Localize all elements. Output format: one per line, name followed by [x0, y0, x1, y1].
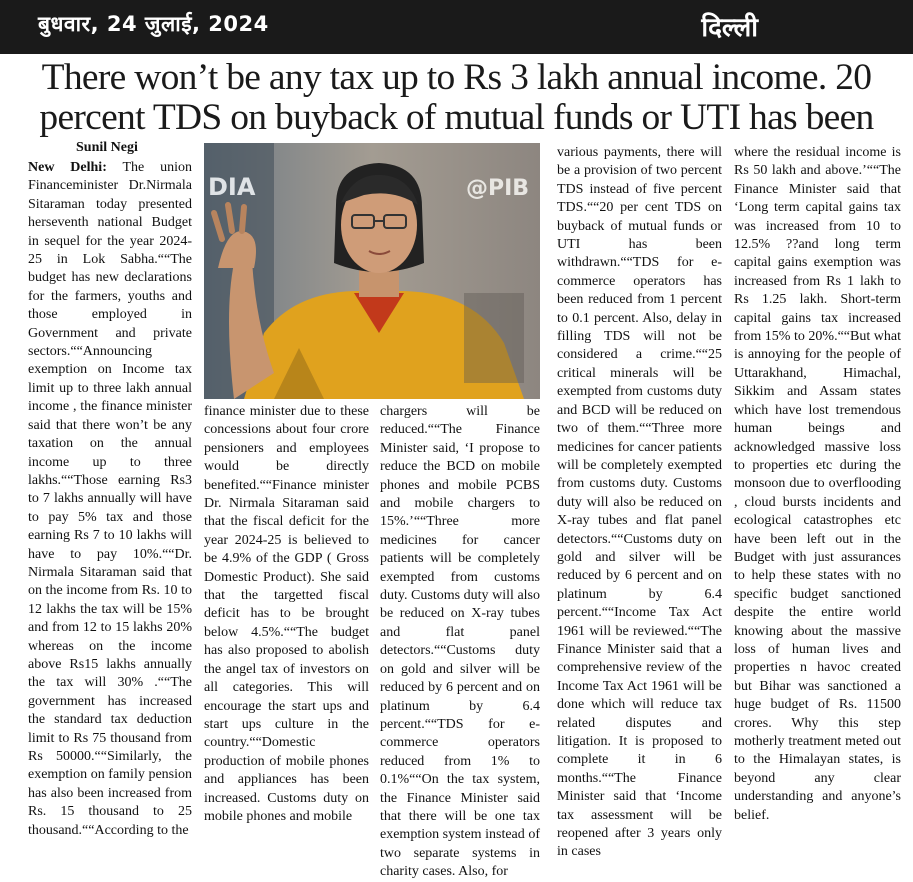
photo-watermark-right: @PIB	[466, 176, 530, 201]
article-column-3	[380, 403, 540, 880]
column-1-text: The union Financeminister Dr.Nirmala Sitaraman today presented herseventh national Budget in sequel for the year 2024-25 in Lok Sabha.““The budget has new declarations for the farmers, youths and those employed in Government and private sectors.““Announcing exemption on Income tax limit up to three lakh annual income , the finance minister said that there won’t be any taxation on the annual income up to three lakhs.““Those earning Rs3 to 7 lakhs annually will have to pay 5% tax and those earning Rs 7 to 10 lakhs will have to pay 10%.““Dr. Nirmala Sitaraman said that on the income from Rs. 10 to 12 lakhs the tax will be 15% and from 12 to 15 lakhs 20% whereas on the income above Rs15 lakhs annually the tax will 30% .““The government has increased the standard tax deduction limit to Rs 75 thousand from Rs 50000.““Similarly, the exemption on family pension has also been increased from Rs. 15 thousand to 25 thousand.““According to the	[28, 160, 193, 838]
column-2-text: finance minister due to these concessions about four crore pensioners and employees would be directly benefited.““Finance minister Dr. Nirmala Sitaraman said that the fiscal deficit for the year 2024-25 is believed to be 4.9% of the GDP ( Gross Domestic Product). She said that the targetted fiscal deficit has to be brought below 4.5%.““The budget has also proposed to abolish the angel tax of investors on all categories. This will encourage the start ups and start ups culture in the country.““Domestic production of mobile phones and appliances has been increased. Customs duty on mobile phones and mobile	[204, 404, 369, 824]
article-column-5	[734, 144, 901, 834]
article-column-4	[557, 144, 722, 860]
edition-date: बुधवार, 24 जुलाई, 2024	[38, 12, 269, 36]
article-photo	[204, 143, 540, 399]
column-3-text: chargers will be reduced.““The Finance Minister said, ‘I propose to reduce the BCD on mobile phones and mobile PCBS and mobile chargers to 15%.’““Three more medicines for cancer patients will be completely exempted from customs duty. Customs duty will also be reduced on X-ray tubes and flat panel detectors.““Customs duty on gold and silver will be reduced by 6 percent and on platinum by 6.4 percent.““TDS for e-commerce operators reduced from 1% to 0.1%““On the tax system, the Finance Minister said that there will be one tax exemption system instead of two separate systems in charity cases. Also, for	[380, 404, 540, 880]
byline: Sunil Negi	[76, 140, 138, 155]
column-4-text: various payments, there will be a provision of two percent TDS instead of five percent TDS.““20 per cent TDS on buyback of mutual funds or UTI has been withdrawn.““TDS for e-commerce operators has been reduced from 1 percent to 0.1 percent. Also, delay in filling TDS will not be considered a crime.““25 critical minerals will be exempted from customs duty and BCD will be reduced on two of them.““Three more medicines for cancer patients will be completely exempted from customs duty. Customs duty will also be reduced on X-ray tubes and flat panel detectors.““Customs duty on gold and silver will be reduced by 6 percent and on platinum by 6.4 percent.““Income Tax Act 1961 will be reviewed.““The Finance Minister said that a comprehensive review of the Income Tax Act 1961 will be done which will reduce tax related disputes and litigation. It is proposed to complete it in 6 months.““The Finance Minister said that ‘Income tax assessment will be reopened after 3 years only in cases	[557, 145, 722, 860]
article-headline: There won’t be any tax up to Rs 3 lakh annual income. 20 percent TDS on buyback of mutual funds or UTI has been	[39, 57, 874, 138]
finance-minister-photo	[204, 143, 540, 399]
dateline: New Delhi:	[28, 160, 107, 175]
edition-city: दिल्ली	[701, 13, 758, 43]
column-5-text: where the residual income is Rs 50 lakh and above.’““The Finance Minister said that ‘Long term capital gains tax was increased from 10 to 12.5% ??and long term capital gains exemption was increased from Rs 1 lakh to Rs 1.25 lakh. Short-term capital gains tax increased from 15% to 20%.““But what is annoying for the people of Uttarakhand, Himachal, Sikkim and Assam states which have lost tremendous human beings and acknowledged massive loss to properties etc during the monsoon due to overflooding , cloud bursts incidents and ecological catastrophes etc have been left out in the Budget with just assurances to help these states with no specific budget sanctioned despite the entire world knowing about the massive loss of human lives and properties n havoc created but Bihar was sanctioned a huge budget of Rs. 11500 crores. Why this step motherly treatment meted out to the Himalayan states, is beyond any clear understanding and anyone’s belief.	[734, 145, 901, 823]
article-column-2	[204, 403, 369, 834]
article-column-1	[28, 159, 193, 838]
masthead-banner	[0, 0, 913, 54]
photo-watermark-left: DIA	[208, 173, 256, 201]
